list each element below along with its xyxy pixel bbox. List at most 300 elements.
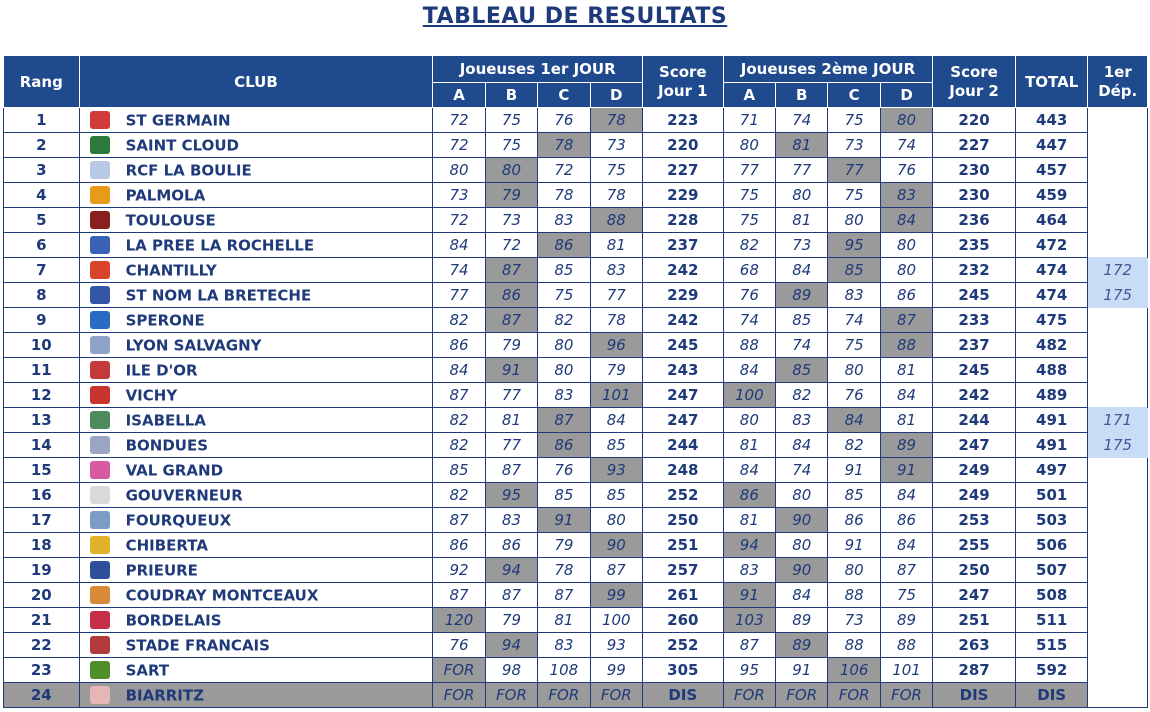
day2-score-cell: 82	[723, 233, 775, 258]
score-day2-cell: 249	[933, 483, 1016, 508]
day2-score-cell: 74	[776, 458, 828, 483]
day2-score-cell: 84	[776, 258, 828, 283]
day2-score-cell: 84	[723, 358, 775, 383]
day2-score-cell: 76	[723, 283, 775, 308]
day1-score-cell: 87	[485, 458, 537, 483]
day1-score-cell: 81	[538, 608, 590, 633]
day2-score-cell: 90	[776, 508, 828, 533]
header-score2-line2: Jour 2	[949, 81, 999, 100]
header-day1-c: C	[538, 83, 590, 108]
total-cell: 474	[1015, 258, 1088, 283]
table-row	[4, 533, 1148, 558]
day1-score-cell: 95	[485, 483, 537, 508]
day1-score-cell: 82	[433, 408, 485, 433]
day2-score-cell: 75	[828, 108, 880, 133]
day1-score-cell: 86	[433, 533, 485, 558]
day1-score-cell: 82	[433, 433, 485, 458]
club-logo-icon	[90, 611, 110, 629]
club-name: PRIEURE	[125, 561, 198, 580]
day1-score-cell: 81	[485, 408, 537, 433]
rank-cell: 17	[4, 508, 80, 533]
club-name: ILE D'OR	[125, 361, 198, 380]
day2-score-cell: 80	[828, 358, 880, 383]
day2-score-cell: 80	[723, 133, 775, 158]
club-cell	[79, 208, 433, 233]
day1-score-cell: 84	[433, 358, 485, 383]
day1-score-cell: 79	[485, 183, 537, 208]
club-cell	[79, 108, 433, 133]
club-cell	[79, 683, 433, 708]
table-row	[4, 283, 1148, 308]
score-day2-cell: 287	[933, 658, 1016, 683]
day1-score-cell: 85	[590, 483, 642, 508]
day1-score-cell: 101	[590, 383, 642, 408]
club-logo-icon	[90, 686, 110, 704]
club-name: SART	[125, 661, 170, 680]
day2-score-cell: 100	[723, 383, 775, 408]
rank-cell: 19	[4, 558, 80, 583]
table-row	[4, 483, 1148, 508]
score-day1-cell: 229	[643, 183, 724, 208]
club-name: BONDUES	[125, 436, 208, 455]
day2-score-cell: 84	[723, 458, 775, 483]
club-cell	[79, 458, 433, 483]
table-row	[4, 433, 1148, 458]
day2-score-cell: 80	[880, 233, 932, 258]
total-cell: 508	[1015, 583, 1088, 608]
departage-cell: 172	[1088, 258, 1148, 283]
club-name: LYON SALVAGNY	[125, 336, 262, 355]
day1-score-cell: 87	[433, 508, 485, 533]
club-cell	[79, 333, 433, 358]
day2-score-cell: 86	[828, 508, 880, 533]
club-name: SPERONE	[125, 311, 205, 330]
header-score1-line1: Score	[659, 62, 707, 81]
day1-score-cell: 93	[590, 458, 642, 483]
day1-score-cell: 85	[590, 433, 642, 458]
total-cell: 506	[1015, 533, 1088, 558]
club-name: CHANTILLY	[125, 261, 217, 280]
day1-score-cell: 83	[538, 633, 590, 658]
club-logo-icon	[90, 536, 110, 554]
day2-score-cell: 84	[880, 533, 932, 558]
departage-cell	[1088, 583, 1148, 608]
total-cell: 475	[1015, 308, 1088, 333]
club-logo-icon	[90, 636, 110, 654]
day1-score-cell: FOR	[590, 683, 642, 708]
club-logo-icon	[90, 311, 110, 329]
day2-score-cell: 80	[828, 208, 880, 233]
day2-score-cell: 89	[776, 608, 828, 633]
day2-score-cell: FOR	[880, 683, 932, 708]
day1-score-cell: 79	[485, 608, 537, 633]
day1-score-cell: 88	[590, 208, 642, 233]
day1-score-cell: 85	[538, 483, 590, 508]
day1-score-cell: 83	[538, 208, 590, 233]
rank-cell: 22	[4, 633, 80, 658]
day2-score-cell: 83	[723, 558, 775, 583]
day1-score-cell: 75	[590, 158, 642, 183]
rank-cell: 5	[4, 208, 80, 233]
day1-score-cell: 84	[433, 233, 485, 258]
day1-score-cell: FOR	[485, 683, 537, 708]
rank-cell: 18	[4, 533, 80, 558]
header-day2-b: B	[776, 83, 828, 108]
day2-score-cell: 91	[723, 583, 775, 608]
day2-score-cell: 87	[880, 308, 932, 333]
day1-score-cell: 74	[433, 258, 485, 283]
score-day1-cell: DIS	[643, 683, 724, 708]
total-cell: 503	[1015, 508, 1088, 533]
table-row	[4, 583, 1148, 608]
day1-score-cell: 75	[485, 108, 537, 133]
results-table	[3, 55, 1148, 708]
day2-score-cell: 75	[828, 183, 880, 208]
day1-score-cell: 82	[433, 483, 485, 508]
day2-score-cell: 75	[880, 583, 932, 608]
club-logo-icon	[90, 561, 110, 579]
club-logo-icon	[90, 161, 110, 179]
day1-score-cell: 87	[485, 258, 537, 283]
day1-score-cell: 79	[538, 533, 590, 558]
day2-score-cell: 77	[723, 158, 775, 183]
club-name: ISABELLA	[125, 411, 206, 430]
day2-score-cell: 75	[723, 208, 775, 233]
day2-score-cell: 90	[776, 558, 828, 583]
club-name: CHIBERTA	[125, 536, 208, 555]
score-day1-cell: 257	[643, 558, 724, 583]
rank-cell: 23	[4, 658, 80, 683]
table-row	[4, 608, 1148, 633]
day1-score-cell: 78	[590, 183, 642, 208]
rank-cell: 10	[4, 333, 80, 358]
day2-score-cell: 82	[828, 433, 880, 458]
day2-score-cell: 88	[828, 583, 880, 608]
score-day2-cell: 244	[933, 408, 1016, 433]
table-row	[4, 408, 1148, 433]
total-cell: 447	[1015, 133, 1088, 158]
day1-score-cell: 75	[485, 133, 537, 158]
departage-cell	[1088, 658, 1148, 683]
total-cell: 507	[1015, 558, 1088, 583]
club-logo-icon	[90, 186, 110, 204]
results-body	[4, 108, 1148, 708]
departage-cell	[1088, 483, 1148, 508]
day1-score-cell: 73	[590, 133, 642, 158]
day2-score-cell: 82	[776, 383, 828, 408]
day2-score-cell: 101	[880, 658, 932, 683]
day2-score-cell: 75	[723, 183, 775, 208]
table-row	[4, 308, 1148, 333]
score-day2-cell: 235	[933, 233, 1016, 258]
header-day2: Joueuses 2ème JOUR	[723, 56, 933, 83]
day2-score-cell: 76	[880, 158, 932, 183]
departage-cell	[1088, 308, 1148, 333]
day1-score-cell: 86	[538, 433, 590, 458]
day2-score-cell: 83	[776, 408, 828, 433]
day1-score-cell: 77	[433, 283, 485, 308]
total-cell: 515	[1015, 633, 1088, 658]
day2-score-cell: 73	[776, 233, 828, 258]
score-day2-cell: 245	[933, 358, 1016, 383]
day2-score-cell: 94	[723, 533, 775, 558]
day2-score-cell: 75	[828, 333, 880, 358]
club-cell	[79, 383, 433, 408]
day1-score-cell: 73	[485, 208, 537, 233]
score-day2-cell: 247	[933, 583, 1016, 608]
table-row	[4, 208, 1148, 233]
club-cell	[79, 533, 433, 558]
day2-score-cell: 84	[880, 383, 932, 408]
day2-score-cell: 89	[776, 283, 828, 308]
score-day2-cell: 247	[933, 433, 1016, 458]
departage-cell	[1088, 683, 1148, 708]
day2-score-cell: 91	[880, 458, 932, 483]
day1-score-cell: 87	[485, 308, 537, 333]
day2-score-cell: 83	[828, 283, 880, 308]
day2-score-cell: 81	[723, 433, 775, 458]
score-day1-cell: 227	[643, 158, 724, 183]
day2-score-cell: 76	[828, 383, 880, 408]
day2-score-cell: 91	[828, 533, 880, 558]
club-logo-icon	[90, 286, 110, 304]
club-name: PALMOLA	[125, 186, 206, 205]
total-cell: 482	[1015, 333, 1088, 358]
header-dep-line1: 1er	[1103, 62, 1132, 81]
score-day1-cell: 252	[643, 483, 724, 508]
day1-score-cell: 87	[538, 408, 590, 433]
day1-score-cell: 108	[538, 658, 590, 683]
club-logo-icon	[90, 136, 110, 154]
day2-score-cell: 91	[828, 458, 880, 483]
score-day1-cell: 223	[643, 108, 724, 133]
departage-cell	[1088, 208, 1148, 233]
club-logo-icon	[90, 436, 110, 454]
score-day2-cell: 237	[933, 333, 1016, 358]
total-cell: 488	[1015, 358, 1088, 383]
departage-cell	[1088, 158, 1148, 183]
club-logo-icon	[90, 486, 110, 504]
day1-score-cell: 81	[590, 233, 642, 258]
club-logo-icon	[90, 111, 110, 129]
day1-score-cell: 78	[590, 108, 642, 133]
club-logo-icon	[90, 411, 110, 429]
table-row	[4, 358, 1148, 383]
club-cell	[79, 183, 433, 208]
departage-cell	[1088, 133, 1148, 158]
day2-score-cell: 80	[776, 533, 828, 558]
score-day2-cell: 249	[933, 458, 1016, 483]
departage-cell: 171	[1088, 408, 1148, 433]
day1-score-cell: 94	[485, 633, 537, 658]
day2-score-cell: 80	[776, 183, 828, 208]
day2-score-cell: 85	[828, 258, 880, 283]
day2-score-cell: 84	[880, 483, 932, 508]
rank-cell: 6	[4, 233, 80, 258]
header-day1-d: D	[590, 83, 642, 108]
day1-score-cell: FOR	[538, 683, 590, 708]
club-logo-icon	[90, 336, 110, 354]
header-score-day1	[643, 56, 724, 108]
score-day1-cell: 247	[643, 383, 724, 408]
day1-score-cell: 82	[538, 308, 590, 333]
table-row	[4, 658, 1148, 683]
score-day1-cell: 260	[643, 608, 724, 633]
club-name: GOUVERNEUR	[125, 486, 243, 505]
departage-cell	[1088, 183, 1148, 208]
rank-cell: 24	[4, 683, 80, 708]
club-logo-icon	[90, 461, 110, 479]
score-day2-cell: DIS	[933, 683, 1016, 708]
day1-score-cell: 80	[590, 508, 642, 533]
club-logo-icon	[90, 236, 110, 254]
day2-score-cell: 103	[723, 608, 775, 633]
day2-score-cell: 77	[828, 158, 880, 183]
day2-score-cell: 77	[776, 158, 828, 183]
total-cell: 472	[1015, 233, 1088, 258]
table-row	[4, 458, 1148, 483]
rank-cell: 20	[4, 583, 80, 608]
club-name: LA PREE LA ROCHELLE	[125, 236, 315, 255]
day2-score-cell: 86	[723, 483, 775, 508]
day1-score-cell: 76	[538, 108, 590, 133]
day2-score-cell: 80	[723, 408, 775, 433]
club-logo-icon	[90, 261, 110, 279]
club-cell	[79, 283, 433, 308]
departage-cell	[1088, 108, 1148, 133]
score-day1-cell: 305	[643, 658, 724, 683]
day1-score-cell: 78	[590, 308, 642, 333]
club-logo-icon	[90, 511, 110, 529]
score-day2-cell: 251	[933, 608, 1016, 633]
table-row	[4, 508, 1148, 533]
day2-score-cell: 84	[828, 408, 880, 433]
day1-score-cell: 87	[538, 583, 590, 608]
day2-score-cell: 95	[828, 233, 880, 258]
day2-score-cell: 80	[776, 483, 828, 508]
club-cell	[79, 558, 433, 583]
total-cell: 474	[1015, 283, 1088, 308]
club-cell	[79, 133, 433, 158]
club-name: TOULOUSE	[125, 211, 216, 230]
header-score-day2	[933, 56, 1016, 108]
day2-score-cell: 73	[828, 608, 880, 633]
day2-score-cell: 95	[723, 658, 775, 683]
rank-cell: 4	[4, 183, 80, 208]
day2-score-cell: 74	[828, 308, 880, 333]
club-cell	[79, 408, 433, 433]
day2-score-cell: 81	[880, 408, 932, 433]
club-name: BORDELAIS	[125, 611, 222, 630]
day2-score-cell: 74	[880, 133, 932, 158]
score-day1-cell: 244	[643, 433, 724, 458]
day2-score-cell: 86	[880, 283, 932, 308]
score-day2-cell: 236	[933, 208, 1016, 233]
rank-cell: 9	[4, 308, 80, 333]
header-departage	[1088, 56, 1148, 108]
day2-score-cell: 84	[776, 433, 828, 458]
score-day2-cell: 245	[933, 283, 1016, 308]
score-day2-cell: 232	[933, 258, 1016, 283]
header-day1-b: B	[485, 83, 537, 108]
day1-score-cell: 99	[590, 583, 642, 608]
day2-score-cell: 74	[776, 333, 828, 358]
score-day1-cell: 247	[643, 408, 724, 433]
score-day2-cell: 230	[933, 183, 1016, 208]
day1-score-cell: 80	[485, 158, 537, 183]
departage-cell	[1088, 633, 1148, 658]
day2-score-cell: 85	[776, 308, 828, 333]
departage-cell	[1088, 383, 1148, 408]
club-name: VICHY	[125, 386, 178, 405]
day1-score-cell: 86	[538, 233, 590, 258]
score-day1-cell: 220	[643, 133, 724, 158]
club-name: BIARRITZ	[125, 686, 204, 705]
total-cell: 489	[1015, 383, 1088, 408]
day1-score-cell: 83	[590, 258, 642, 283]
club-name: STADE FRANCAIS	[125, 636, 270, 655]
day2-score-cell: 84	[776, 583, 828, 608]
day1-score-cell: 87	[433, 583, 485, 608]
day1-score-cell: 80	[538, 333, 590, 358]
day1-score-cell: 75	[538, 283, 590, 308]
departage-cell	[1088, 458, 1148, 483]
departage-cell	[1088, 508, 1148, 533]
day2-score-cell: 86	[880, 508, 932, 533]
day1-score-cell: 86	[485, 533, 537, 558]
club-name: FOURQUEUX	[125, 511, 232, 530]
club-name: COUDRAY MONTCEAUX	[125, 586, 319, 605]
day2-score-cell: 91	[776, 658, 828, 683]
score-day2-cell: 242	[933, 383, 1016, 408]
score-day2-cell: 255	[933, 533, 1016, 558]
total-cell: 501	[1015, 483, 1088, 508]
header-rang: Rang	[4, 56, 80, 108]
club-logo-icon	[90, 386, 110, 404]
club-name: ST NOM LA BRETECHE	[125, 286, 312, 305]
header-day2-c: C	[828, 83, 880, 108]
score-day1-cell: 261	[643, 583, 724, 608]
club-cell	[79, 608, 433, 633]
header-total: TOTAL	[1015, 56, 1088, 108]
day2-score-cell: 85	[828, 483, 880, 508]
total-cell: 464	[1015, 208, 1088, 233]
header-dep-line2: Dép.	[1098, 81, 1138, 100]
score-day2-cell: 233	[933, 308, 1016, 333]
day2-score-cell: 81	[723, 508, 775, 533]
header-day1: Joueuses 1er JOUR	[433, 56, 643, 83]
total-cell: DIS	[1015, 683, 1088, 708]
total-cell: 457	[1015, 158, 1088, 183]
day2-score-cell: FOR	[828, 683, 880, 708]
rank-cell: 14	[4, 433, 80, 458]
day1-score-cell: 77	[485, 383, 537, 408]
score-day1-cell: 242	[643, 258, 724, 283]
day1-score-cell: 80	[538, 358, 590, 383]
day2-score-cell: 106	[828, 658, 880, 683]
day1-score-cell: 85	[538, 258, 590, 283]
score-day1-cell: 248	[643, 458, 724, 483]
club-cell	[79, 633, 433, 658]
day1-score-cell: 86	[485, 283, 537, 308]
club-cell	[79, 483, 433, 508]
day1-score-cell: 72	[433, 208, 485, 233]
club-name: RCF LA BOULIE	[125, 161, 252, 180]
club-logo-icon	[90, 211, 110, 229]
club-name: SAINT CLOUD	[125, 136, 239, 155]
club-cell	[79, 508, 433, 533]
header-score1-line2: Jour 1	[658, 81, 708, 100]
